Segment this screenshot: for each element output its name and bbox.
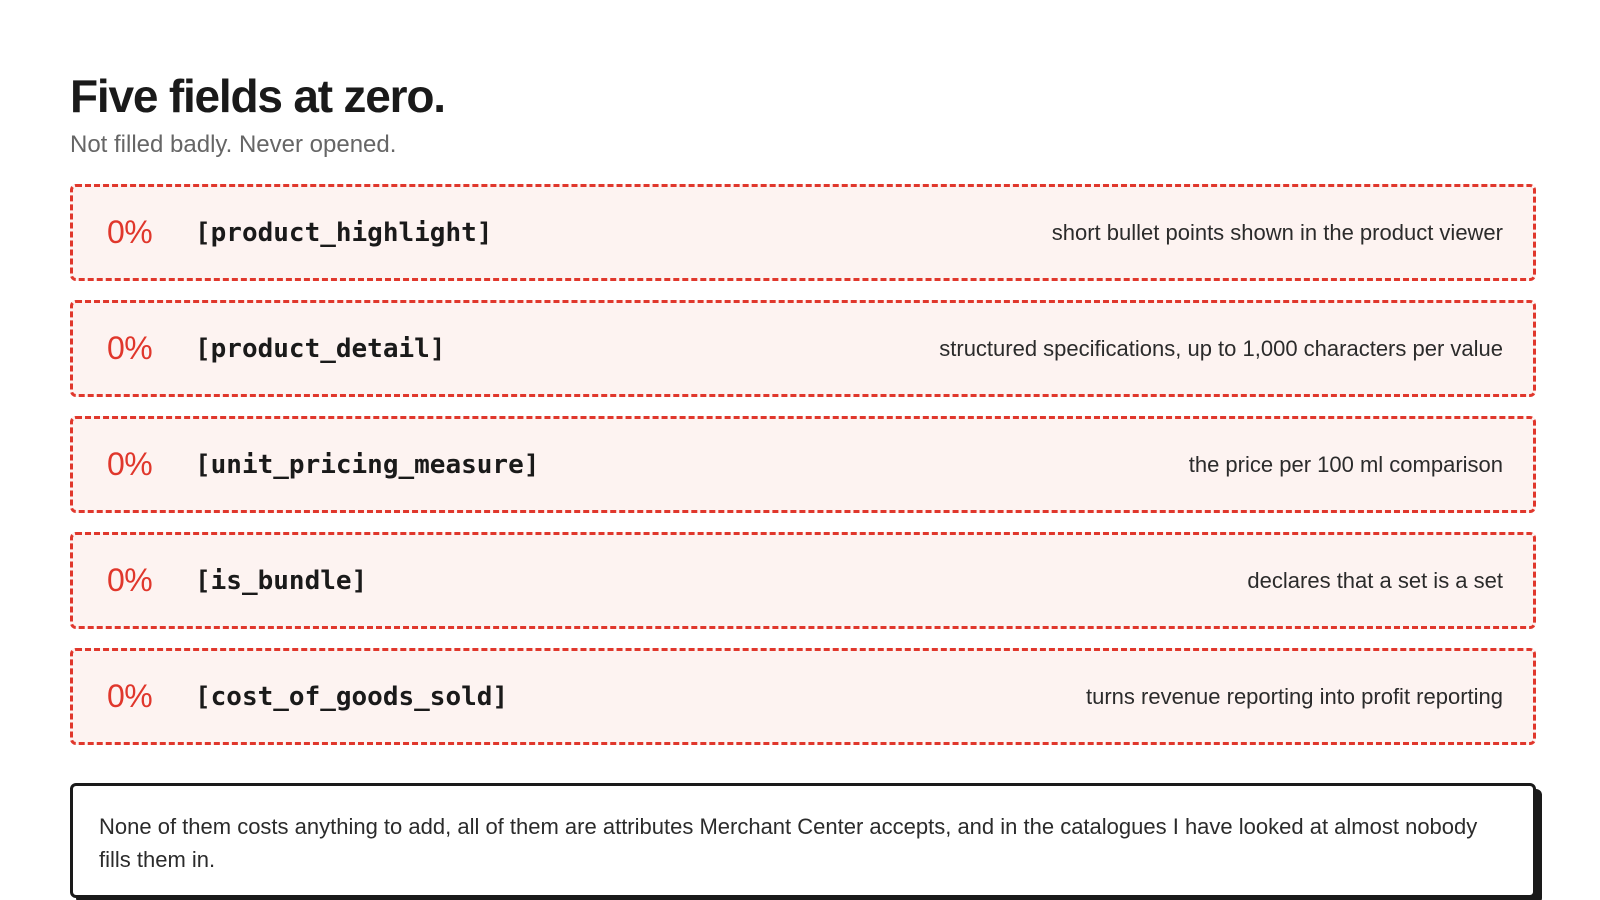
field-description: declares that a set is a set	[1247, 567, 1503, 593]
field-row-product-highlight	[70, 184, 1536, 281]
field-name: [unit_pricing_measure]	[195, 449, 540, 480]
note-box	[70, 783, 1536, 898]
field-percent: 0%	[107, 446, 153, 482]
field-row-product-detail	[70, 300, 1536, 397]
page-subtitle: Not filled badly. Never opened.	[70, 131, 397, 158]
field-row-cost-of-goods-sold	[70, 648, 1536, 745]
field-name: [is_bundle]	[195, 565, 368, 596]
field-description: the price per 100 ml comparison	[1188, 451, 1503, 477]
field-percent: 0%	[107, 678, 153, 714]
field-row-is-bundle	[70, 532, 1536, 629]
field-percent: 0%	[107, 330, 153, 366]
field-description: structured specifications, up to 1,000 characters per value	[939, 335, 1503, 361]
field-description: short bullet points shown in the product viewer	[1051, 219, 1503, 245]
field-description: turns revenue reporting into profit reporting	[1085, 683, 1503, 709]
field-percent: 0%	[107, 214, 153, 250]
field-row-unit-pricing-measure	[70, 416, 1536, 513]
field-name: [cost_of_goods_sold]	[195, 681, 509, 712]
field-name: [product_highlight]	[195, 217, 493, 248]
page-title: Five fields at zero.	[70, 70, 445, 122]
note-text: None of them costs anything to add, all of them are attributes Merchant Center accepts, and in the catalogues I have looked at almost nobody fills them in.	[99, 814, 1478, 872]
field-percent: 0%	[107, 562, 153, 598]
field-list	[70, 184, 1536, 745]
field-name: [product_detail]	[195, 333, 446, 364]
